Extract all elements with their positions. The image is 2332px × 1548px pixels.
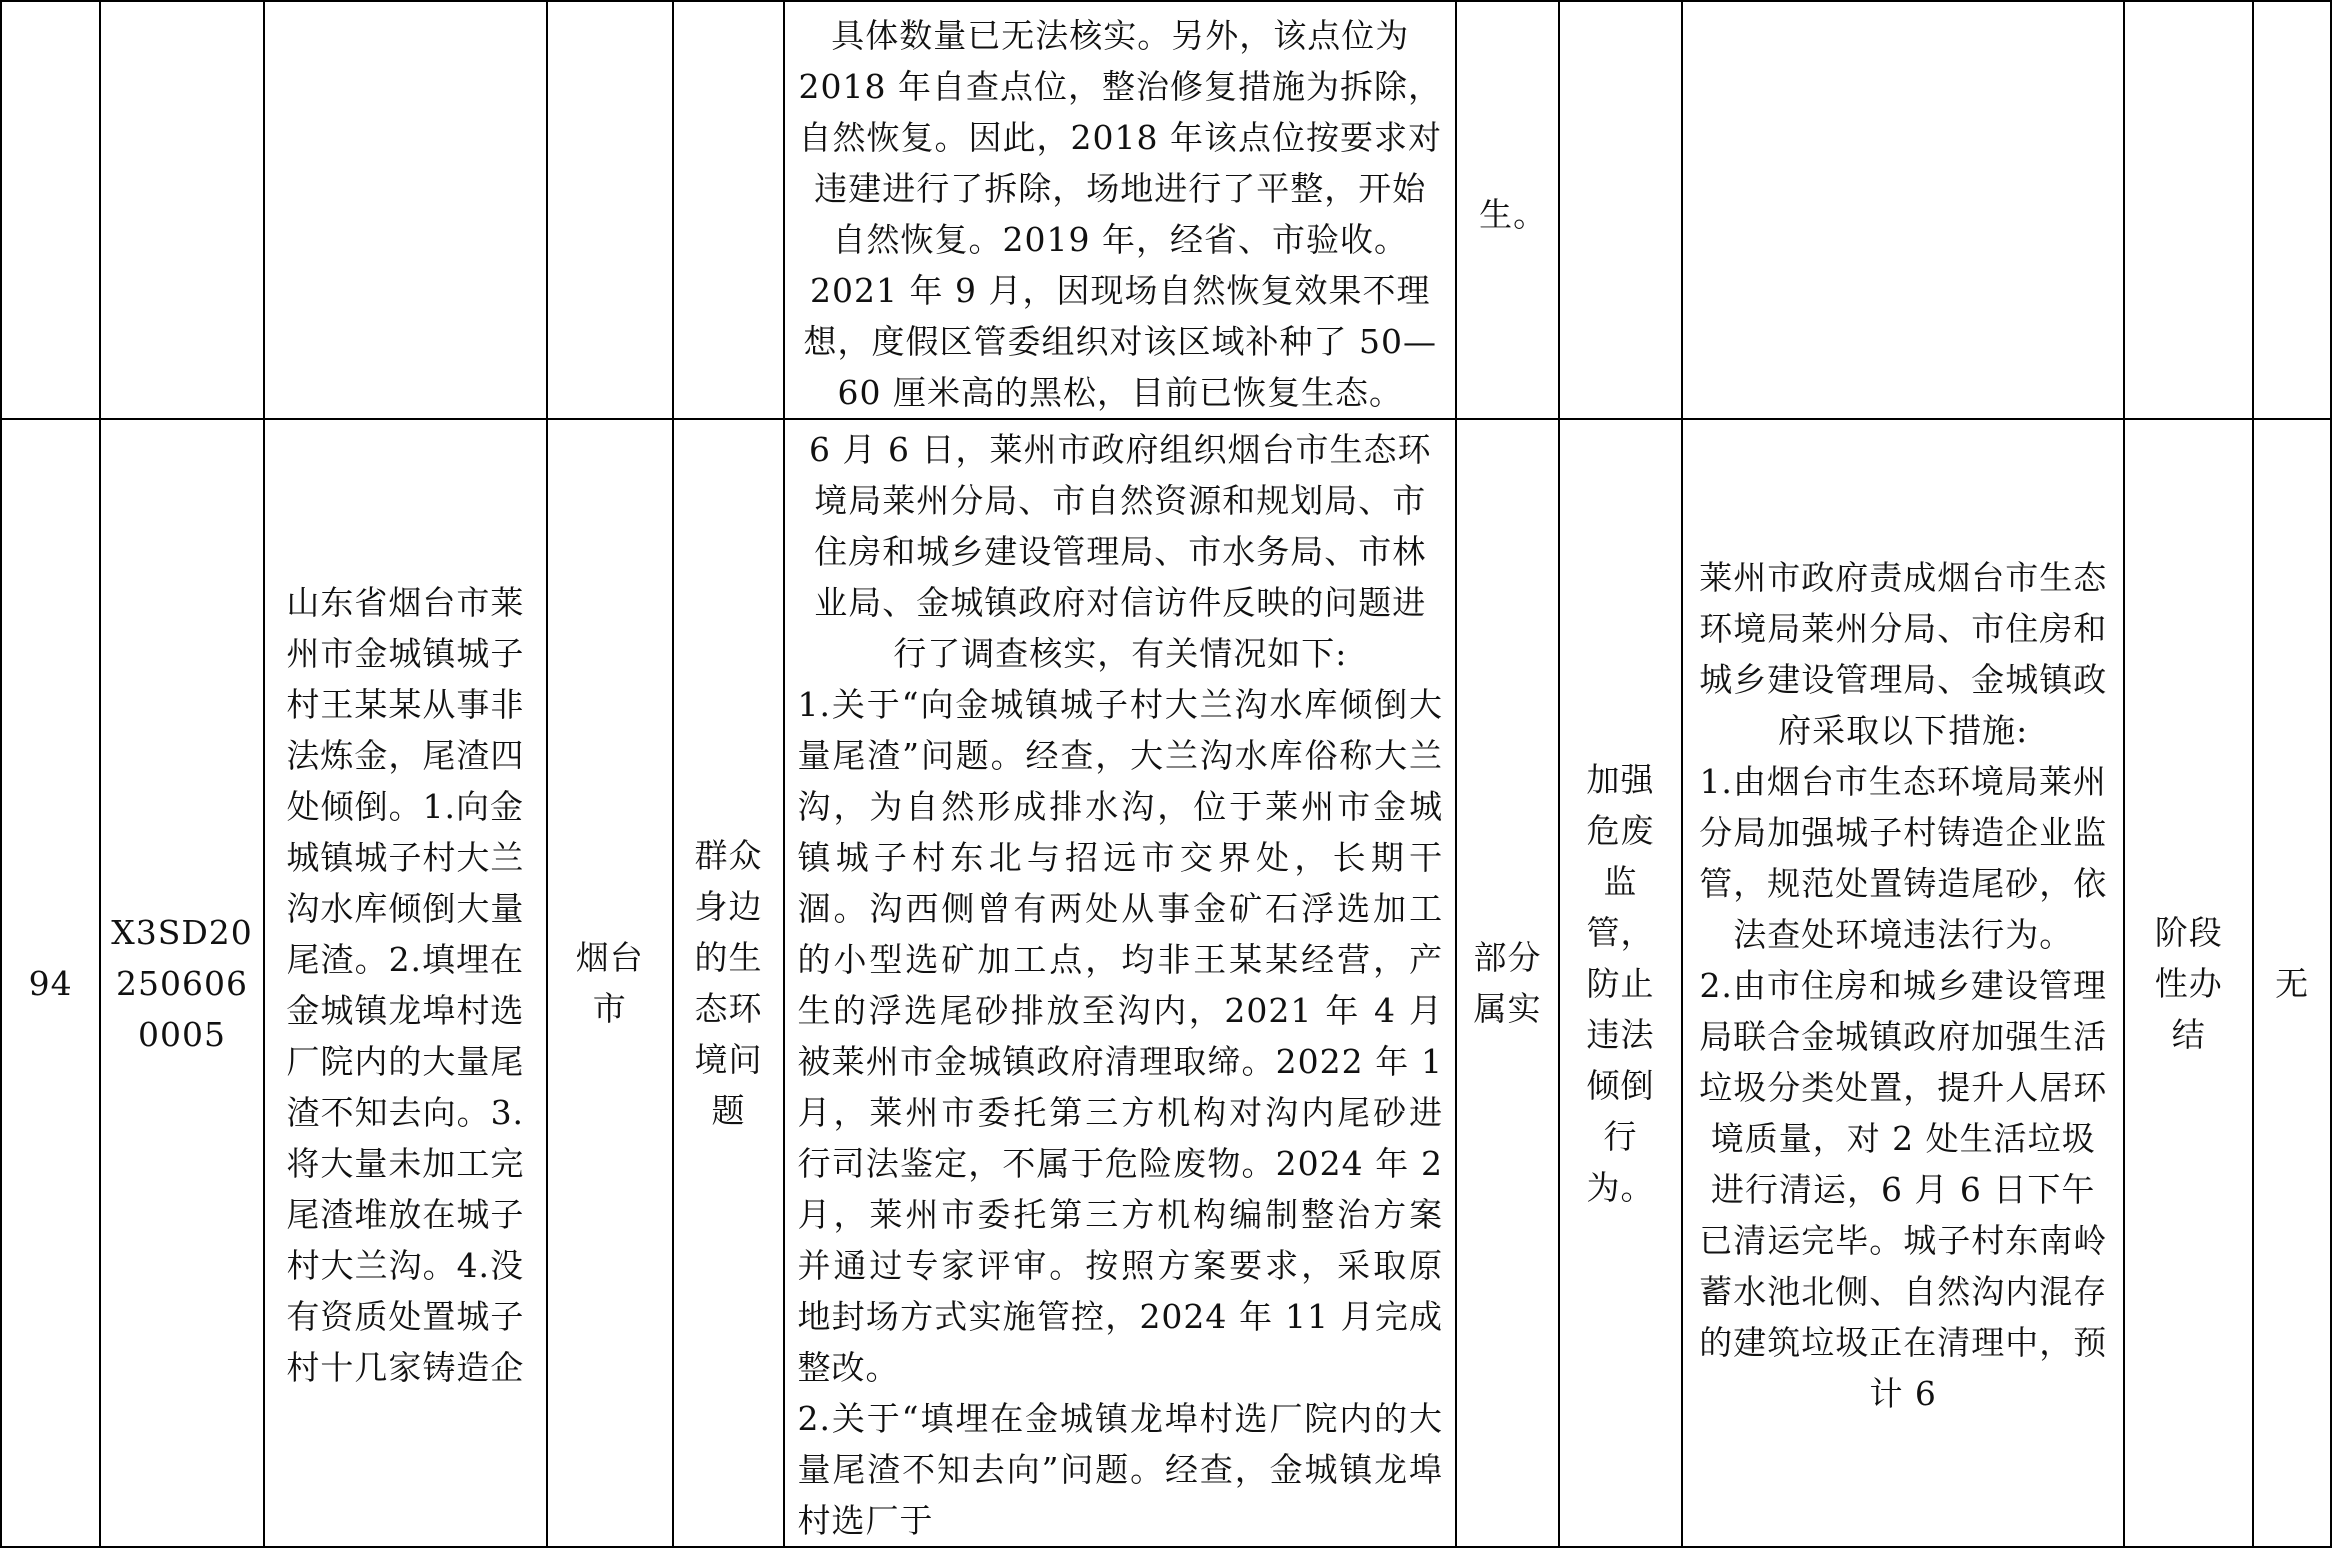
cell-status <box>2124 419 2253 1547</box>
cell-conclusion-continued <box>1456 1 1559 419</box>
region-text: 烟台市 <box>575 938 644 1028</box>
cell-investigation-continued <box>784 1 1456 419</box>
cell-category <box>673 419 785 1547</box>
investigation-item-1: 1.关于“向金城镇城子村大兰沟水库倾倒大量尾渣”问题。经查，大兰沟水库俗称大兰沟，为自然形成排水沟，位于莱州市金城镇城子村东北与招远市交界处，长期干涸。沟西侧曾有两处从事金矿石浮选加工的小型选矿加工点，均非王某某经营，产生的浮选尾砂排放至沟内，2021 年 4 月被莱州市金城镇政府清理取缔。2022 年 1 月，莱州市委托第三方机构对沟内尾砂进行司法鉴定，不属于危险废物。2024 年 2 月，莱州市委托第三方机构编制整治方案并通过专家评审。按照方案要求，采取原地封场方式实施管控，2024 年 11 月完成整改。 <box>797 685 1444 1387</box>
cell-measures <box>1682 419 2124 1547</box>
table-row-94 <box>1 419 2331 1547</box>
cell-code-empty <box>100 1 263 419</box>
rectification-goal-text: 加强危废监管，防止违法倾倒行为。 <box>1586 759 1655 1207</box>
cell-row-number <box>1 419 100 1547</box>
verdict-text: 部分属实 <box>1473 938 1542 1028</box>
status-text: 阶段性办结 <box>2154 912 2223 1054</box>
cell-status-empty <box>1682 1 2124 419</box>
table-row-continued <box>1 1 2331 419</box>
case-code: X3SD20250606 0005 <box>111 912 253 1054</box>
cell-category-empty <box>673 1 785 419</box>
cell-accountability <box>2253 419 2331 1547</box>
cell-complaint <box>264 419 547 1547</box>
cell-measures-empty <box>1559 1 1682 419</box>
investigation-continued-text: 具体数量已无法核实。另外，该点位为 2018 年自查点位，整治修复措施为拆除，自然恢复。因此，2018 年该点位按要求对违建进行了拆除，场地进行了平整，开始自然恢复。2019 年，经省、市验收。2021 年 9 月，因现场自然恢复效果不理想，度假区管委组织对该区域补种了 50—60 厘米高的黑松，目前已恢复生态。 <box>798 16 1443 412</box>
category-text: 群众身边的生态环境问题 <box>694 836 763 1130</box>
cell-extra-empty <box>2253 1 2331 419</box>
cell-number-empty <box>1 1 100 419</box>
cell-region <box>547 419 673 1547</box>
row-number: 94 <box>28 963 73 1003</box>
complaint-text: 山东省烟台市莱州市金城镇城子村王某某从事非法炼金，尾渣四处倾倒。1.向金城镇城子村大兰沟水库倾倒大量尾渣。2.填埋在金城镇龙埠村选厂院内的大量尾渣不知去向。3.将大量未加工完尾渣堆放在城子村大兰沟。4.没有资质处置城子村十几家铸造企 <box>286 583 525 1387</box>
cell-investigation <box>784 419 1456 1547</box>
cell-rectification-goal <box>1559 419 1682 1547</box>
investigation-intro: 6 月 6 日，莱州市政府组织烟台市生态环境局莱州分局、市自然资源和规划局、市住房和城乡建设管理局、市水务局、市林业局、金城镇政府对信访件反映的问题进行了调查核实，有关情况如下: <box>809 430 1432 673</box>
cell-complaint-empty <box>264 1 547 419</box>
measures-item-1: 1.由烟台市生态环境局莱州分局加强城子村铸造企业监管，规范处置铸造尾砂，依法查处环境违法行为。 <box>1699 761 2108 954</box>
cell-accountability-empty <box>2124 1 2253 419</box>
cell-verdict <box>1456 419 1559 1547</box>
conclusion-tail-text: 生。 <box>1479 194 1548 234</box>
cell-case-code <box>100 419 263 1547</box>
cell-region-empty <box>547 1 673 419</box>
measures-item-2: 2.由市住房和城乡建设管理局联合金城镇政府加强生活垃圾分类处置，提升人居环境质量，对 2 处生活垃圾进行清运，6 月 6 日下午已清运完毕。城子村东南岭蓄水池北侧、自然沟内混存的建筑垃圾正在清理中，预计 6 <box>1699 965 2108 1413</box>
measures-intro: 莱州市政府责成烟台市生态环境局莱州分局、市住房和城乡建设管理局、金城镇政府采取以下措施: <box>1699 557 2108 750</box>
accountability-text: 无 <box>2275 963 2310 1003</box>
investigation-item-2: 2.关于“填埋在金城镇龙埠村选厂院内的大量尾渣不知去向”问题。经查，金城镇龙埠村选厂于 <box>797 1399 1444 1540</box>
